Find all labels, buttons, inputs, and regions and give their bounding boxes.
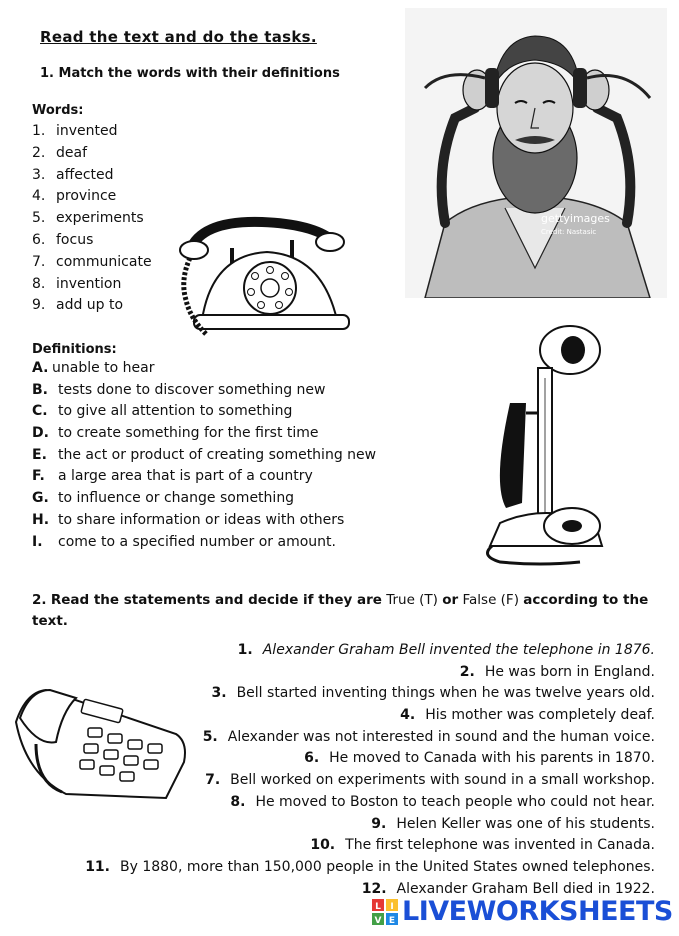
definition-text: to share information or ideas with others — [58, 511, 345, 528]
task2-part1: Read the statements and decide if they are — [50, 592, 382, 608]
words-list — [32, 121, 152, 317]
definition-item — [32, 423, 376, 445]
svg-text:I: I — [390, 901, 394, 912]
definition-letter: A. — [32, 360, 49, 376]
word-text: experiments — [56, 210, 144, 227]
word-text: deaf — [56, 144, 88, 161]
statement-num: 10. — [310, 837, 336, 854]
statement-num: 2. — [459, 663, 475, 680]
definition-text: to influence or change something — [58, 490, 295, 507]
definition-item — [32, 488, 376, 510]
statement-text: The first telephone was invented in Canada. — [345, 837, 655, 854]
words-section — [32, 103, 152, 317]
definition-text: tests done to discover something new — [58, 381, 326, 398]
liveworksheets-brand — [372, 896, 673, 927]
getty-credit: Credit: Nastasic — [541, 228, 597, 236]
task2-heading — [32, 590, 662, 632]
statement-text: Helen Keller was one of his students. — [396, 815, 655, 832]
definitions-list — [32, 358, 376, 553]
word-num: 3. — [32, 166, 46, 183]
word-num: 1. — [32, 123, 46, 139]
word-num: 6. — [32, 231, 46, 248]
statement-text: Bell worked on experiments with sound in a small workshop. — [230, 772, 655, 789]
statement-num: 3. — [211, 685, 227, 702]
statement-num: 12. — [361, 880, 387, 897]
definitions-heading: Definitions: — [32, 342, 117, 357]
statement-item — [85, 640, 655, 662]
word-item — [32, 208, 152, 230]
statement-num: 4. — [400, 707, 416, 724]
definition-letter: B. — [32, 381, 48, 398]
word-num: 9. — [32, 297, 46, 314]
word-item — [32, 186, 152, 208]
word-item — [32, 274, 152, 296]
word-num: 7. — [32, 253, 46, 270]
word-item — [32, 230, 152, 252]
definitions-section — [32, 342, 376, 553]
word-item — [32, 143, 152, 165]
liveworksheets-logo-icon — [372, 899, 398, 925]
definition-text: a large area that is part of a country — [58, 468, 313, 485]
brand-name: LIVEWORKSHEETS — [402, 896, 673, 927]
statement-num: 8. — [230, 793, 246, 810]
definition-item — [32, 401, 376, 423]
statement-num: 1. — [237, 642, 253, 658]
statement-text: Alexander was not interested in sound and the human voice. — [227, 728, 655, 745]
task1-heading: 1. Match the words with their definitions — [40, 66, 340, 81]
statement-text: Bell started inventing things when he was twelve years old. — [236, 685, 655, 702]
word-text: focus — [56, 231, 94, 248]
definition-letter: E. — [32, 446, 47, 463]
candlestick-phone-illustration — [470, 318, 620, 566]
getty-watermark: gettyimages — [541, 212, 610, 225]
word-text: province — [56, 188, 117, 205]
definition-item — [32, 466, 376, 488]
word-num: 4. — [32, 188, 46, 205]
statement-num: 6. — [304, 750, 320, 767]
statement-text: He was born in England. — [484, 663, 655, 680]
rotary-phone-illustration — [172, 210, 354, 340]
definition-item — [32, 380, 376, 402]
statement-item — [85, 662, 655, 684]
man-with-headphones-illustration — [405, 8, 667, 298]
definition-text: the act or product of creating something new — [58, 446, 377, 463]
definition-item — [32, 445, 376, 467]
statement-text: He moved to Boston to teach people who could not hear. — [255, 793, 655, 810]
svg-text:E: E — [388, 915, 396, 925]
statement-num: 9. — [371, 815, 387, 832]
definition-letter: C. — [32, 403, 48, 420]
statement-num: 11. — [85, 858, 110, 875]
statement-text: Alexander Graham Bell invented the telephone in 1876. — [262, 642, 655, 658]
statement-item — [85, 814, 655, 836]
word-num: 8. — [32, 275, 46, 292]
definition-letter: H. — [32, 511, 50, 528]
statement-text: By 1880, more than 150,000 people in the United States owned telephones. — [120, 858, 655, 875]
word-item — [32, 252, 152, 274]
word-num: 2. — [32, 144, 46, 161]
word-item — [32, 121, 152, 143]
statement-item — [85, 857, 655, 879]
definition-letter: D. — [32, 425, 49, 442]
definition-letter: G. — [32, 490, 49, 507]
words-heading: Words: — [32, 103, 84, 118]
statement-text: He moved to Canada with his parents in 1870. — [329, 750, 655, 767]
statement-item — [85, 835, 655, 857]
statement-num: 7. — [205, 772, 221, 789]
definition-letter: F. — [32, 468, 45, 485]
definition-text: unable to hear — [52, 360, 155, 376]
task2-num: 2. — [32, 592, 47, 608]
definition-text: to create something for the first time — [58, 425, 319, 442]
word-text: add up to — [56, 297, 124, 314]
task2-or: or — [442, 592, 459, 608]
definition-text: to give all attention to something — [58, 403, 293, 420]
task2-part2: according to the text. — [32, 592, 649, 629]
word-text: affected — [56, 166, 114, 183]
definition-letter: I. — [32, 533, 43, 550]
definition-item — [32, 510, 376, 532]
desk-phone-illustration — [6, 682, 192, 802]
word-item — [32, 165, 152, 187]
word-text: invention — [56, 275, 122, 292]
statement-num: 5. — [202, 728, 218, 745]
definition-item — [32, 532, 376, 554]
statement-text: His mother was completely deaf. — [425, 707, 655, 724]
task2-false-label: False (F) — [462, 592, 519, 608]
word-text: communicate — [56, 253, 152, 270]
svg-text:L: L — [375, 901, 381, 912]
task2-true-label: True (T) — [386, 592, 438, 608]
word-text: invented — [56, 123, 118, 139]
word-item — [32, 295, 152, 317]
definition-item — [32, 358, 376, 380]
svg-text:V: V — [374, 915, 382, 925]
word-num: 5. — [32, 210, 46, 227]
definition-text: come to a specified number or amount. — [58, 533, 336, 550]
page-title: Read the text and do the tasks. — [40, 28, 317, 46]
statement-text: Alexander Graham Bell died in 1922. — [396, 880, 655, 897]
